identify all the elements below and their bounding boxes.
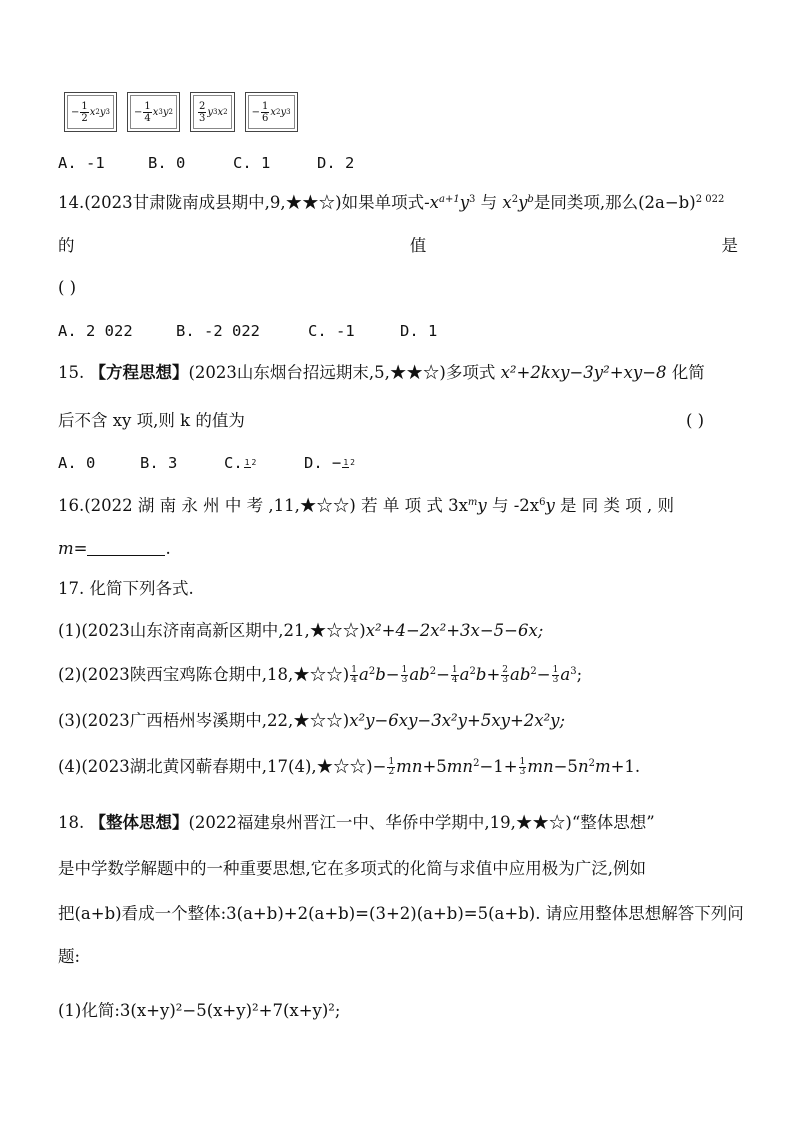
q15-options (58, 452, 357, 474)
q13-option-b[interactable]: B. 0 (148, 154, 186, 172)
q17-item-2: (2)(2023陕西宝鸡陈仓期中,18,★☆☆) $\frac{1}{4}$ $a^2b-$ $\frac{1}{3}$ $ab^2-$ $\frac{1}{4}$ $a^2b+$ $\frac{2}{3}$ $ab^2-$ $\frac{1}{3}$ $a^3$; (58, 665, 583, 685)
q14-options (58, 320, 437, 342)
q17-title: 17. 化简下列各式. (58, 579, 194, 598)
q13-box-1: − $\frac{1}{2}$ x 2 y 3 (64, 92, 117, 132)
q15-stem-line2: 后不含 xy 项,则 k 的值为 (58, 411, 245, 430)
q16-stem: 16.(2022 湖 南 永 州 中 考 ,11,★☆☆) 若 单 项 式 $3x^my$ 与 $-2x^6y$ 是 同 类 项 , 则 (58, 496, 675, 515)
q15-option-b[interactable]: B. 3 (140, 454, 178, 472)
q17-item-1: (1)(2023山东济南高新区期中,21,★☆☆)x²+4−2x²+3x−5−6x; (58, 621, 544, 640)
q16-answer-blank[interactable] (87, 541, 165, 556)
q15-stem: 15. 【方程思想】(2023山东烟台招远期末,5,★★☆)多项式 x²+2kxy−3y²+xy−8 化简 (58, 363, 705, 382)
q13-monomial-boxes (64, 92, 298, 132)
q16-answer-line: m= . (58, 539, 171, 558)
q17-item-4: (4)(2023湖北黄冈蕲春期中,17(4),★☆☆)− $\frac{1}{2}$ $mn+5mn^2-1+$ $\frac{1}{3}$ $mn-5n^2m+1$. (58, 757, 641, 777)
q13-option-a[interactable]: A. -1 (58, 154, 105, 172)
q14-option-b[interactable]: B. -2 022 (176, 322, 260, 340)
q14-option-d[interactable]: D. 1 (400, 322, 438, 340)
q18-sub-1: (1)化简:3(x+y)²−5(x+y)²+7(x+y)²; (58, 1001, 341, 1020)
q13-box-2: − $\frac{1}{4}$ x 3 y 2 (127, 92, 180, 132)
q15-answer-paren: ( ) (686, 411, 705, 430)
q15-option-c[interactable]: C. 1 2 (224, 454, 257, 472)
q14-option-c[interactable]: C. -1 (308, 322, 355, 340)
q18-stem-line3: 把(a+b)看成一个整体:3(a+b)+2(a+b)=(3+2)(a+b)=5(a+b). 请应用整体思想解答下列问 (58, 904, 744, 923)
q17-item-3: (3)(2023广西梧州岑溪期中,22,★☆☆)x²y−6xy−3x²y+5xy+2x²y; (58, 711, 566, 730)
q14-answer-paren: ( ) (58, 278, 77, 297)
q13-option-d[interactable]: D. 2 (317, 154, 355, 172)
q13-box-3: $\frac{2}{3}$ y 3 x 2 (190, 92, 235, 132)
q18-stem: 18. 【整体思想】(2022福建泉州晋江一中、华侨中学期中,19,★★☆)“整体思想” (58, 813, 655, 832)
q14-option-a[interactable]: A. 2 022 (58, 322, 133, 340)
q14-stem-line2: 的 值 是 (58, 236, 738, 255)
q13-box-4: − $\frac{1}{6}$ x 2 y 3 (245, 92, 298, 132)
q13-option-c[interactable]: C. 1 (233, 154, 271, 172)
q14-stem: 14.(2023甘肃陇南成县期中,9,★★☆)如果单项式$-x^{a+1}y^3$ 与 $x^2y^b$是同类项,那么$(2a-b)^{2 022}$ (58, 193, 725, 212)
q18-stem-line4: 题: (58, 947, 81, 966)
q13-options (58, 152, 354, 174)
q15-option-a[interactable]: A. 0 (58, 454, 96, 472)
q18-stem-line2: 是中学数学解题中的一种重要思想,它在多项式的化简与求值中应用极为广泛,例如 (58, 859, 646, 878)
q15-option-d[interactable]: D. − 1 2 (304, 454, 355, 472)
